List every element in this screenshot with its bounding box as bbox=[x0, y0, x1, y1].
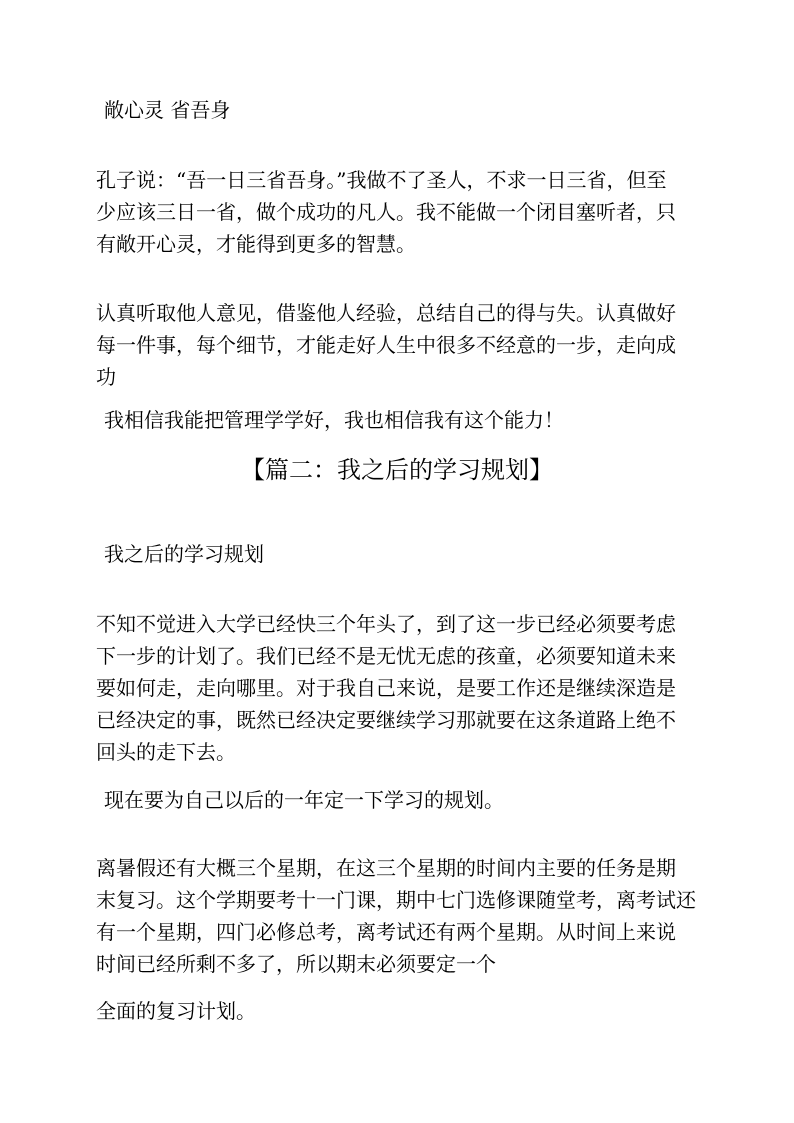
paragraph-line: 回头的走下去。 bbox=[96, 740, 236, 764]
paragraph-plan-intro bbox=[104, 784, 714, 816]
paragraph-listen bbox=[96, 297, 706, 393]
paragraph-line: 离暑假还有大概三个星期，在这三个星期的时间内主要的任务是期 bbox=[96, 856, 676, 880]
paragraph-summer bbox=[96, 852, 706, 980]
paragraph-line: 不知不觉进入大学已经快三个年头了，到了这一步已经必须要考虑 bbox=[96, 612, 676, 636]
paragraph-line: 末复习。这个学期要考十一门课，期中七门选修课随堂考，离考试还 bbox=[96, 888, 696, 912]
paragraph-line: 功 bbox=[96, 365, 116, 389]
paragraph-line: 有一个星期，四门必修总考，离考试还有两个星期。从时间上来说 bbox=[96, 920, 676, 944]
title-text: 我之后的学习规划 bbox=[104, 542, 264, 566]
title-text: 敞心灵 省吾身 bbox=[104, 98, 231, 122]
paragraph-line: 孔子说：“吾一日三省吾身。”我做不了圣人，不求一日三省，但至 bbox=[96, 168, 667, 192]
paragraph-line: 下一步的计划了。我们已经不是无忧无虑的孩童，必须要知道未来 bbox=[96, 644, 676, 668]
paragraph-line: 认真听取他人意见，借鉴他人经验，总结自己的得与失。认真做好 bbox=[96, 301, 676, 325]
paragraph-line: 全面的复习计划。 bbox=[96, 999, 256, 1023]
paragraph-confucius bbox=[96, 164, 706, 260]
paragraph-line: 每一件事，每个细节，才能走好人生中很多不经意的一步，走向成 bbox=[96, 333, 676, 357]
paragraph-line: 要如何走，走向哪里。对于我自己来说，是要工作还是继续深造是 bbox=[96, 676, 676, 700]
section-heading: 【篇二：我之后的学习规划】 bbox=[241, 456, 553, 484]
paragraph-line: 有敞开心灵，才能得到更多的智慧。 bbox=[96, 232, 416, 256]
title-open-heart bbox=[104, 94, 714, 126]
paragraph-line: 时间已经所剩不多了，所以期末必须要定一个 bbox=[96, 952, 496, 976]
paragraph-line: 我相信我能把管理学学好，我也相信我有这个能力！ bbox=[104, 408, 564, 432]
title-study-plan bbox=[104, 538, 714, 570]
paragraph-university bbox=[96, 608, 706, 768]
paragraph-line: 少应该三日一省，做个成功的凡人。我不能做一个闭目塞听者，只 bbox=[96, 200, 676, 224]
paragraph-line: 现在要为自己以后的一年定一下学习的规划。 bbox=[104, 788, 504, 812]
paragraph-line: 已经决定的事，既然已经决定要继续学习那就要在这条道路上绝不 bbox=[96, 708, 676, 732]
paragraph-review-plan bbox=[96, 995, 706, 1027]
paragraph-belief bbox=[104, 404, 714, 436]
